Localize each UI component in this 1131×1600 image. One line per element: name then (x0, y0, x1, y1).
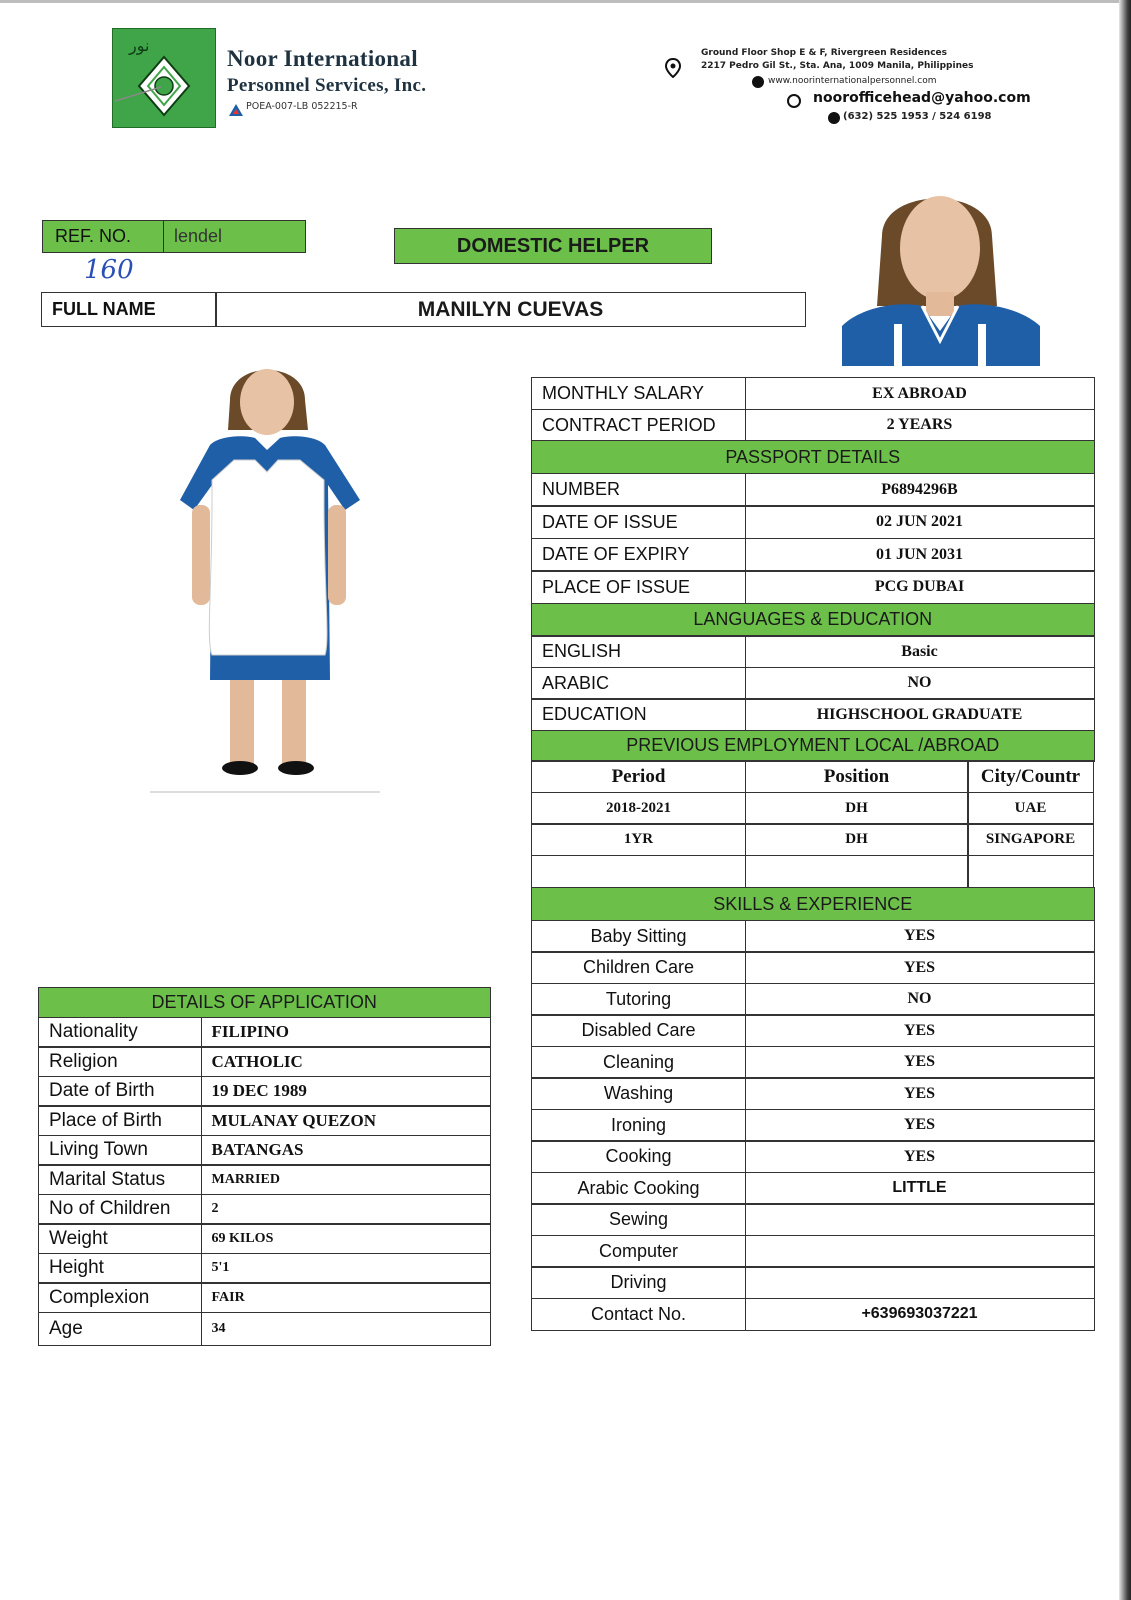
skill-label-2: Tutoring (531, 983, 746, 1016)
application-label-7: Weight (38, 1223, 202, 1254)
skill-label-5: Washing (531, 1077, 746, 1110)
website: www.noorinternationalpersonnel.com (768, 76, 937, 86)
ref-no-label: REF. NO. (55, 226, 132, 246)
application-label-0: Nationality (38, 1017, 202, 1048)
application-label-1: Religion (38, 1046, 202, 1077)
skill-value-12: +639693037221 (745, 1298, 1095, 1331)
application-value-9: FAIR (201, 1282, 491, 1313)
application-value-8: 5'1 (201, 1253, 491, 1284)
email-icon (787, 94, 801, 108)
languages-education-header: LANGUAGES & EDUCATION (531, 603, 1095, 637)
logo-arabic-text: نور (129, 36, 150, 55)
application-label-2: Date of Birth (38, 1076, 202, 1107)
location-pin-icon (665, 58, 681, 82)
skill-label-4: Cleaning (531, 1046, 746, 1079)
application-value-7: 69 KILOS (201, 1223, 491, 1254)
company-name: Noor International (227, 46, 418, 71)
address-line-2: 2217 Pedro Gil St., Sta. Ana, 1009 Manila, Philippines (701, 61, 974, 71)
skill-value-8: LITTLE (745, 1172, 1095, 1205)
full-name-value-cell (215, 292, 806, 327)
skill-value-5: YES (745, 1077, 1095, 1110)
application-value-0: FILIPINO (201, 1017, 491, 1048)
company-email: noorofficehead@yahoo.com (813, 90, 1031, 106)
details-of-application-header: DETAILS OF APPLICATION (38, 987, 491, 1018)
full-name-value: MANILYN CUEVAS (417, 297, 604, 321)
address-line-1: Ground Floor Shop E & F, Rivergreen Residences (701, 48, 948, 58)
application-label-5: Marital Status (38, 1164, 202, 1195)
languages-label-2: EDUCATION (531, 698, 746, 731)
languages-label-1: ARABIC (531, 667, 746, 700)
skill-value-11 (745, 1266, 1095, 1299)
prev-emp-col-2: City/Countr (967, 760, 1094, 793)
skill-value-9 (745, 1203, 1095, 1236)
prev-emp-cell-2-2 (967, 855, 1094, 888)
prev-emp-cell-2-1 (745, 855, 969, 888)
full-name-label-cell (41, 292, 217, 327)
skill-label-8: Arabic Cooking (531, 1172, 746, 1205)
passport-details-header: PASSPORT DETAILS (531, 440, 1095, 474)
skill-value-3: YES (745, 1014, 1095, 1047)
application-label-3: Place of Birth (38, 1105, 202, 1136)
skill-label-9: Sewing (531, 1203, 746, 1236)
prev-emp-cell-0-2: UAE (967, 792, 1094, 825)
skill-label-7: Cooking (531, 1140, 746, 1173)
passport-value-1: 02 JUN 2021 (745, 505, 1095, 539)
scan-right-edge (1119, 0, 1131, 1600)
application-value-3: MULANAY QUEZON (201, 1105, 491, 1136)
position-title: DOMESTIC HELPER (394, 228, 712, 264)
languages-label-0: ENGLISH (531, 635, 746, 668)
skill-value-2: NO (745, 983, 1095, 1016)
application-label-9: Complexion (38, 1282, 202, 1313)
languages-value-2: HIGHSCHOOL GRADUATE (745, 698, 1095, 731)
languages-value-0: Basic (745, 635, 1095, 668)
application-value-5: MARRIED (201, 1164, 491, 1195)
phone-icon (828, 112, 840, 124)
skills-experience-header: SKILLS & EXPERIENCE (531, 887, 1095, 921)
application-label-4: Living Town (38, 1135, 202, 1166)
warning-triangle-icon (229, 101, 243, 120)
skill-value-4: YES (745, 1046, 1095, 1079)
skill-label-6: Ironing (531, 1109, 746, 1142)
prev-emp-col-1: Position (745, 760, 969, 793)
company-name-line2: Personnel Services, Inc. (227, 75, 427, 96)
application-value-6: 2 (201, 1194, 491, 1225)
previous-employment-header: PREVIOUS EMPLOYMENT LOCAL /ABROAD (531, 730, 1095, 762)
prev-emp-cell-0-0: 2018-2021 (531, 792, 746, 825)
prev-emp-col-0: Period (531, 760, 746, 793)
skill-label-0: Baby Sitting (531, 920, 746, 953)
passport-value-3: PCG DUBAI (745, 570, 1095, 604)
application-value-2: 19 DEC 1989 (201, 1076, 491, 1107)
prev-emp-cell-1-2: SINGAPORE (967, 823, 1094, 856)
skill-label-10: Computer (531, 1235, 746, 1268)
skill-value-7: YES (745, 1140, 1095, 1173)
skill-value-0: YES (745, 920, 1095, 953)
handwritten-ref-number: 160 (84, 255, 134, 285)
employment-value-1: 2 YEARS (745, 409, 1095, 442)
application-label-8: Height (38, 1253, 202, 1284)
poea-license: POEA-007-LB 052215-R (246, 101, 358, 112)
ref-no-label-cell (42, 220, 164, 253)
employment-value-0: EX ABROAD (745, 377, 1095, 410)
passport-label-0: NUMBER (531, 473, 746, 507)
logo-emblem-icon (113, 29, 215, 127)
passport-label-1: DATE OF ISSUE (531, 505, 746, 539)
skill-value-1: YES (745, 951, 1095, 984)
skill-value-6: YES (745, 1109, 1095, 1142)
employment-label-0: MONTHLY SALARY (531, 377, 746, 410)
prev-emp-cell-2-0 (531, 855, 746, 888)
skill-label-11: Driving (531, 1266, 746, 1299)
application-value-4: BATANGAS (201, 1135, 491, 1166)
prev-emp-cell-1-1: DH (745, 823, 969, 856)
company-phone: (632) 525 1953 / 524 6198 (843, 111, 992, 122)
ref-no-value: lendel (174, 226, 223, 246)
skill-label-12: Contact No. (531, 1298, 746, 1331)
full-name-label: FULL NAME (52, 299, 156, 319)
employment-label-1: CONTRACT PERIOD (531, 409, 746, 442)
passport-label-2: DATE OF EXPIRY (531, 538, 746, 572)
passport-value-2: 01 JUN 2031 (745, 538, 1095, 572)
application-label-10: Age (38, 1312, 202, 1346)
prev-emp-cell-1-0: 1YR (531, 823, 746, 856)
skill-value-10 (745, 1235, 1095, 1268)
prev-emp-cell-0-1: DH (745, 792, 969, 825)
application-value-10: 34 (201, 1312, 491, 1346)
application-label-6: No of Children (38, 1194, 202, 1225)
ref-no-value-cell (163, 220, 306, 253)
skill-label-1: Children Care (531, 951, 746, 984)
languages-value-1: NO (745, 667, 1095, 700)
scan-top-edge (0, 0, 1131, 3)
passport-label-3: PLACE OF ISSUE (531, 570, 746, 604)
globe-icon (752, 76, 764, 88)
passport-value-0: P6894296B (745, 473, 1095, 507)
company-logo (112, 28, 216, 128)
full-body-photo (150, 360, 380, 800)
skill-label-3: Disabled Care (531, 1014, 746, 1047)
portrait-photo (842, 166, 1040, 366)
application-value-1: CATHOLIC (201, 1046, 491, 1077)
